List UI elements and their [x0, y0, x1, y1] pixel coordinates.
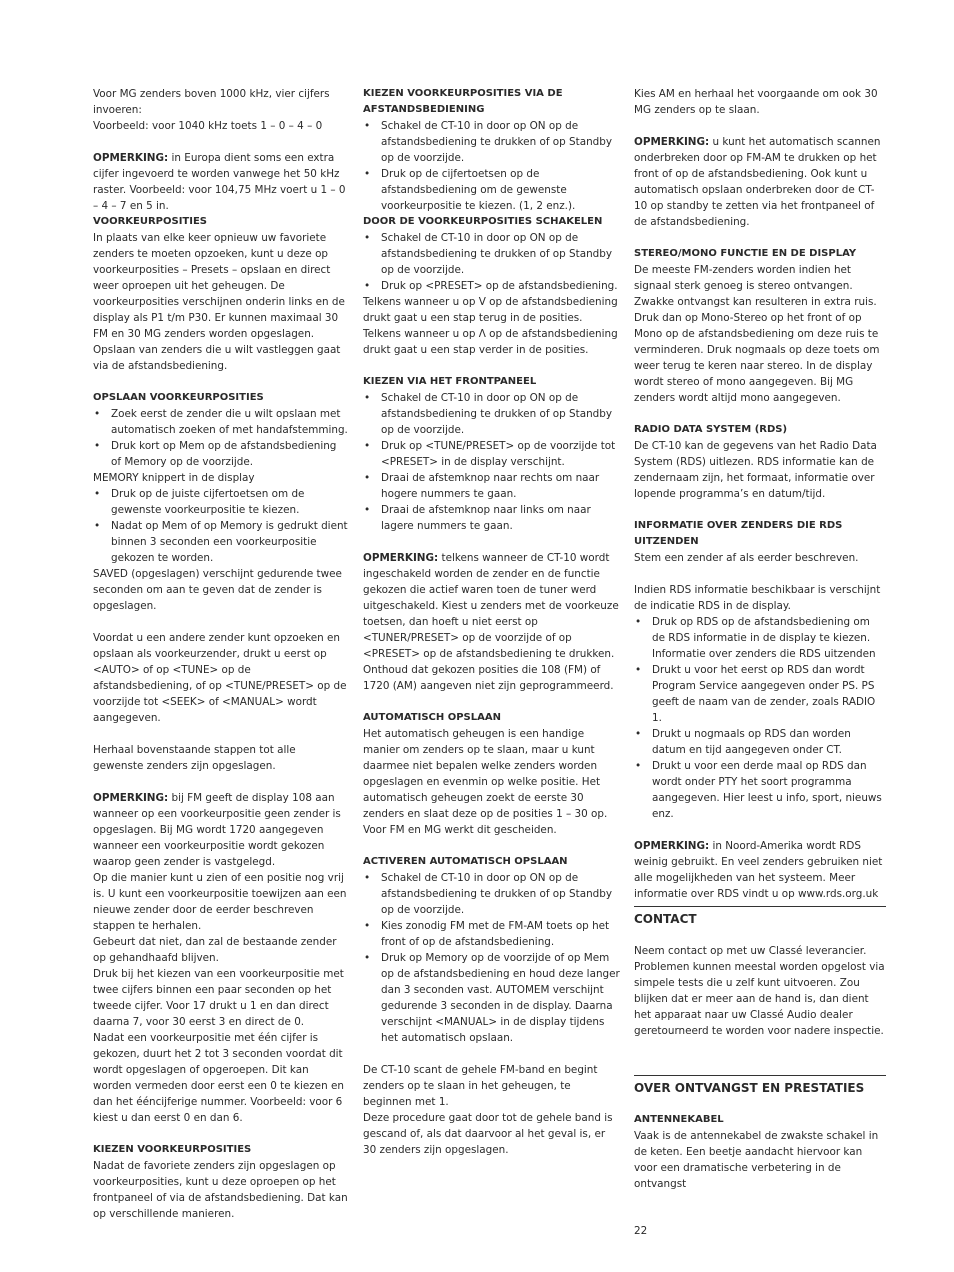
heading-voorkeurposities: VOORKEURPOSITIES: [93, 216, 207, 227]
list-item: • Druk op de cijfertoetsen op de afstandsbediening om de gewenste voorkeurpositie te kiezen. (1, 2 enz.).: [363, 166, 621, 214]
list-item: • Schakel de CT-10 in door op ON op de afstandsbediening te drukken of op Standby op de voorzijde.: [363, 870, 621, 918]
note-text: in Noord-Amerika wordt RDS weinig gebruikt. En veel zenders gebruiken niet alle mogelijkheden van het systeem. Meer informatie over RDS vindt u op www.rds.org.uk: [634, 840, 883, 900]
paragraph: Herhaal bovenstaande stappen tot alle gewenste zenders zijn opgeslagen.: [93, 744, 296, 772]
paragraph: Voor MG zenders boven 1000 kHz, vier cijfers invoeren:: [93, 88, 330, 116]
bullet-list: [363, 118, 621, 214]
paragraph: Voorbeeld: voor 1040 kHz toets 1 – 0 – 4 – 0: [93, 120, 323, 132]
bullet-list: [634, 614, 886, 822]
list-item: • Drukt u nogmaals op RDS dan worden datum en tijd aangegeven onder CT.: [634, 726, 886, 758]
paragraph: Vaak is de antennekabel de zwakste schakel in de keten. Een beetje aandacht hiervoor kan voor een dramatische verbetering in de ontvangst: [634, 1130, 879, 1190]
paragraph: Neem contact op met uw Classé leverancier. Problemen kunnen meestal worden opgelost via simpele tests die u zelf kunt uitvoeren. Zou blijken dat er meer aan de hand is, dan dient het apparaat naar uw Classé Audio dealer geretourneerd te worden voor nadere inspectie.: [634, 945, 885, 1037]
bullet-list: [363, 870, 621, 1046]
note-paragraph: [93, 150, 349, 214]
paragraph: Nadat de favoriete zenders zijn opgeslagen op voorkeurposities, kunt u deze oproepen op het frontpaneel of via de afstandsbediening. Dat kan op verschillende manieren.: [93, 1160, 348, 1220]
heading-contact: CONTACT: [634, 912, 697, 926]
paragraph: Deze procedure gaat door tot de gehele band is gescand of, als dat daarvoor al het geval is, er 30 zenders zijn opgeslagen.: [363, 1112, 613, 1156]
heading-remote: KIEZEN VOORKEURPOSITIES VIA DE AFSTANDSBEDIENING: [363, 88, 563, 115]
list-item: • Drukt u voor een derde maal op RDS dan wordt onder PTY het soort programma aangegeven. Hier leest u info, sport, nieuws enz.: [634, 758, 886, 822]
heading-activate: ACTIVEREN AUTOMATISCH OPSLAAN: [363, 856, 568, 867]
contact-section: [634, 906, 886, 1039]
note-text: in Europa dient soms een extra cijfer ingevoerd te worden vanwege het 50 kHz raster. Voorbeeld: voor 104,75 MHz voert u 1 – 0 – 4 – 7 en 5 in.: [93, 152, 346, 212]
note-label: OPMERKING:: [93, 152, 169, 164]
heading-opslaan: OPSLAAN VOORKEURPOSITIES: [93, 392, 264, 403]
paragraph: Telkens wanneer u op V op de afstandsbediening drukt gaat u een stap terug in de posities.: [363, 296, 618, 324]
bullet-list: [363, 390, 621, 534]
column-1: [93, 86, 349, 1222]
note-paragraph: [634, 134, 886, 230]
note-label: OPMERKING:: [634, 840, 710, 852]
paragraph: Op die manier kunt u zien of een positie nog vrij is. U kunt een voorkeurpositie toewijzen aan een nieuwe zender door de eerder beschreven stappen te herhalen.: [93, 872, 347, 932]
note-text: u kunt het automatisch scannen onderbreken door op FM-AM te drukken op het front of op de afstandsbediening. Ook kunt u automatisch opslaan onderbreken door de CT-10 op standby te zetten via het frontpaneel of de afstandsbediening.: [634, 136, 881, 228]
note-label: OPMERKING:: [363, 552, 439, 564]
paragraph: SAVED (opgeslagen) verschijnt gedurende twee seconden om aan te geven dat de zender is opgeslagen.: [93, 568, 342, 612]
paragraph: Het automatisch geheugen is een handige manier om zenders op te slaan, maar u kunt daarmee niet bepalen welke zenders worden opgeslagen en evenmin op welke positie. Het automatisch geheugen zoekt de eerste 30 zenders en slaat deze op de posities 1 – 30 op. Voor FM en MG werkt dit gescheiden.: [363, 728, 608, 836]
paragraph: De meeste FM-zenders worden indien het signaal sterk genoeg is stereo ontvangen. Zwakke ontvangst kan resulteren in extra ruis. Druk dan op Mono-Stereo op het front of op Mono op de afstandsbediening om deze ruis te verminderen. Druk nogmaals op deze toets om weer terug te keren naar stereo. In de display wordt stereo of mono aangegeven. Bij MG zenders wordt altijd mono aangegeven.: [634, 264, 880, 404]
note-text: telkens wanneer de CT-10 wordt ingeschakeld worden de zender en de functie gekozen die actief waren toen de tuner werd uitgeschakeld. Kiest u zenders met de voorkeuze toetsen, dan hoeft u niet eerst op <TUNER/PRESET> op de voorzijde of op <PRESET> op de afstandsbediening te drukken. Onthoud dat gekozen posities die 108 (FM) of 1720 (AM) aangeven niet zijn geprogrammeerd.: [363, 552, 619, 692]
paragraph: Kies AM en herhaal het voorgaande om ook 30 MG zenders op te slaan.: [634, 88, 878, 116]
heading-antenna: ANTENNEKABEL: [634, 1114, 724, 1125]
paragraph: De CT-10 scant de gehele FM-band en begint zenders op te slaan in het geheugen, te beginnen met 1.: [363, 1064, 598, 1108]
paragraph: Telkens wanneer u op Λ op de afstandsbediening drukt gaat u een stap verder in de posities.: [363, 328, 618, 356]
bullet-list: [93, 406, 349, 470]
paragraph: MEMORY knippert in de display: [93, 472, 255, 484]
bullet-list: [93, 486, 349, 566]
note-paragraph: [634, 838, 886, 902]
heading-switch: DOOR DE VOORKEURPOSITIES SCHAKELEN: [363, 216, 603, 227]
paragraph: Voordat u een andere zender kunt opzoeken en opslaan als voorkeurzender, drukt u eerst op <AUTO> of op <TUNE> op de afstandsbediening, of op <TUNE/PRESET> op de voorzijde tot <SEEK> of <MANUAL> wordt aangegeven.: [93, 632, 347, 724]
paragraph: Gebeurt dat niet, dan zal de bestaande zender op gehandhaafd blijven.: [93, 936, 337, 964]
list-item: • Zoek eerst de zender die u wilt opslaan met automatisch zoeken of met handafstemming.: [93, 406, 349, 438]
paragraph: Stem een zender af als eerder beschreven.: [634, 552, 859, 564]
bullet-list: [363, 230, 621, 294]
note-paragraph: [93, 790, 349, 870]
heading-auto: AUTOMATISCH OPSLAAN: [363, 712, 501, 723]
heading-front: KIEZEN VIA HET FRONTPANEEL: [363, 376, 537, 387]
list-item: • Druk op <PRESET> op de afstandsbediening.: [363, 278, 621, 294]
paragraph: Druk bij het kiezen van een voorkeurpositie met twee cijfers binnen een paar seconden op het tweede cijfer. Voor 17 drukt u 1 en dan direct daarna 7, voor 30 eerst 3 en direct de 0.: [93, 968, 344, 1028]
list-item: • Druk op de juiste cijfertoetsen om de gewenste voorkeurpositie te kiezen.: [93, 486, 349, 518]
column-3: [634, 86, 886, 1192]
note-paragraph: [363, 550, 621, 694]
paragraph: Indien RDS informatie beschikbaar is verschijnt de indicatie RDS in de display.: [634, 584, 881, 612]
heading-reception: OVER ONTVANGST EN PRESTATIES: [634, 1081, 865, 1095]
list-item: • Schakel de CT-10 in door op ON op de afstandsbediening te drukken of op Standby op de voorzijde.: [363, 230, 621, 278]
list-item: • Draai de afstemknop naar rechts om naar hogere nummers te gaan.: [363, 470, 621, 502]
heading-rds-info: INFORMATIE OVER ZENDERS DIE RDS UITZENDEN: [634, 520, 843, 547]
paragraph: Nadat een voorkeurpositie met één cijfer is gekozen, duurt het 2 tot 3 seconden voordat dit wordt opgeslagen of opgeroepen. Dit kan worden vermeden door eerst een 0 te kiezen en dan het ééncijferige nummer. Voorbeeld: voor 6 kiest u dan eerst 0 en dan 6.: [93, 1032, 344, 1124]
list-item: • Kies zonodig FM met de FM-AM toets op het front of op de afstandsbediening.: [363, 918, 621, 950]
column-2: [363, 86, 621, 1158]
page-number: 22: [634, 1225, 648, 1237]
paragraph: In plaats van elke keer opnieuw uw favoriete zenders te moeten opzoeken, kunt u deze op voorkeurposities – Presets – opslaan en direct weer oproepen uit het geheugen. De voorkeurposities verschijnen onderin links en de display als P1 t/m P30. Er kunnen maximaal 30 FM en 30 MG zenders worden opgeslagen. Opslaan van zenders die u wilt vastleggen gaat via de afstandsbediening.: [93, 232, 345, 372]
list-item: • Druk op Memory op de voorzijde of op Mem op de afstandsbediening en houd deze langer dan 3 seconden vast. AUTOMEM verschijnt gedurende 3 seconden in de display. Daarna verschijnt <MANUAL> in de display tijdens het automatisch opslaan.: [363, 950, 621, 1046]
list-item: • Druk op <TUNE/PRESET> op de voorzijde tot <PRESET> in de display verschijnt.: [363, 438, 621, 470]
paragraph: De CT-10 kan de gegevens van het Radio Data System (RDS) uitlezen. RDS informatie kan de zendernaam zijn, het formaat, informatie over lopende programma’s en datum/tijd.: [634, 440, 877, 500]
list-item: • Draai de afstemknop naar links om naar lagere nummers te gaan.: [363, 502, 621, 534]
heading-kiezen: KIEZEN VOORKEURPOSITIES: [93, 1144, 252, 1155]
list-item: • Nadat op Mem of op Memory is gedrukt dient binnen 3 seconden een voorkeurpositie gekozen te worden.: [93, 518, 349, 566]
list-item: • Druk op RDS op de afstandsbediening om de RDS informatie in de display te kiezen. Informatie over zenders die RDS uitzenden: [634, 614, 886, 662]
note-label: OPMERKING:: [93, 792, 169, 804]
list-item: • Drukt u voor het eerst op RDS dan wordt Program Service aangegeven onder PS. PS geeft de naam van de zender, zoals RADIO 1.: [634, 662, 886, 726]
reception-section: [634, 1075, 886, 1192]
heading-rds: RADIO DATA SYSTEM (RDS): [634, 424, 788, 435]
note-label: OPMERKING:: [634, 136, 710, 148]
list-item: • Druk kort op Mem op de afstandsbediening of Memory op de voorzijde.: [93, 438, 349, 470]
note-text: bij FM geeft de display 108 aan wanneer op een voorkeurpositie geen zender is opgeslagen. Bij MG wordt 1720 aangegeven wanneer een voorkeurpositie wordt gekozen waarop geen zender is vastgelegd.: [93, 792, 341, 868]
heading-stereo: STEREO/MONO FUNCTIE EN DE DISPLAY: [634, 248, 857, 259]
list-item: • Schakel de CT-10 in door op ON op de afstandsbediening te drukken of op Standby op de voorzijde.: [363, 390, 621, 438]
list-item: • Schakel de CT-10 in door op ON op de afstandsbediening te drukken of op Standby op de voorzijde.: [363, 118, 621, 166]
